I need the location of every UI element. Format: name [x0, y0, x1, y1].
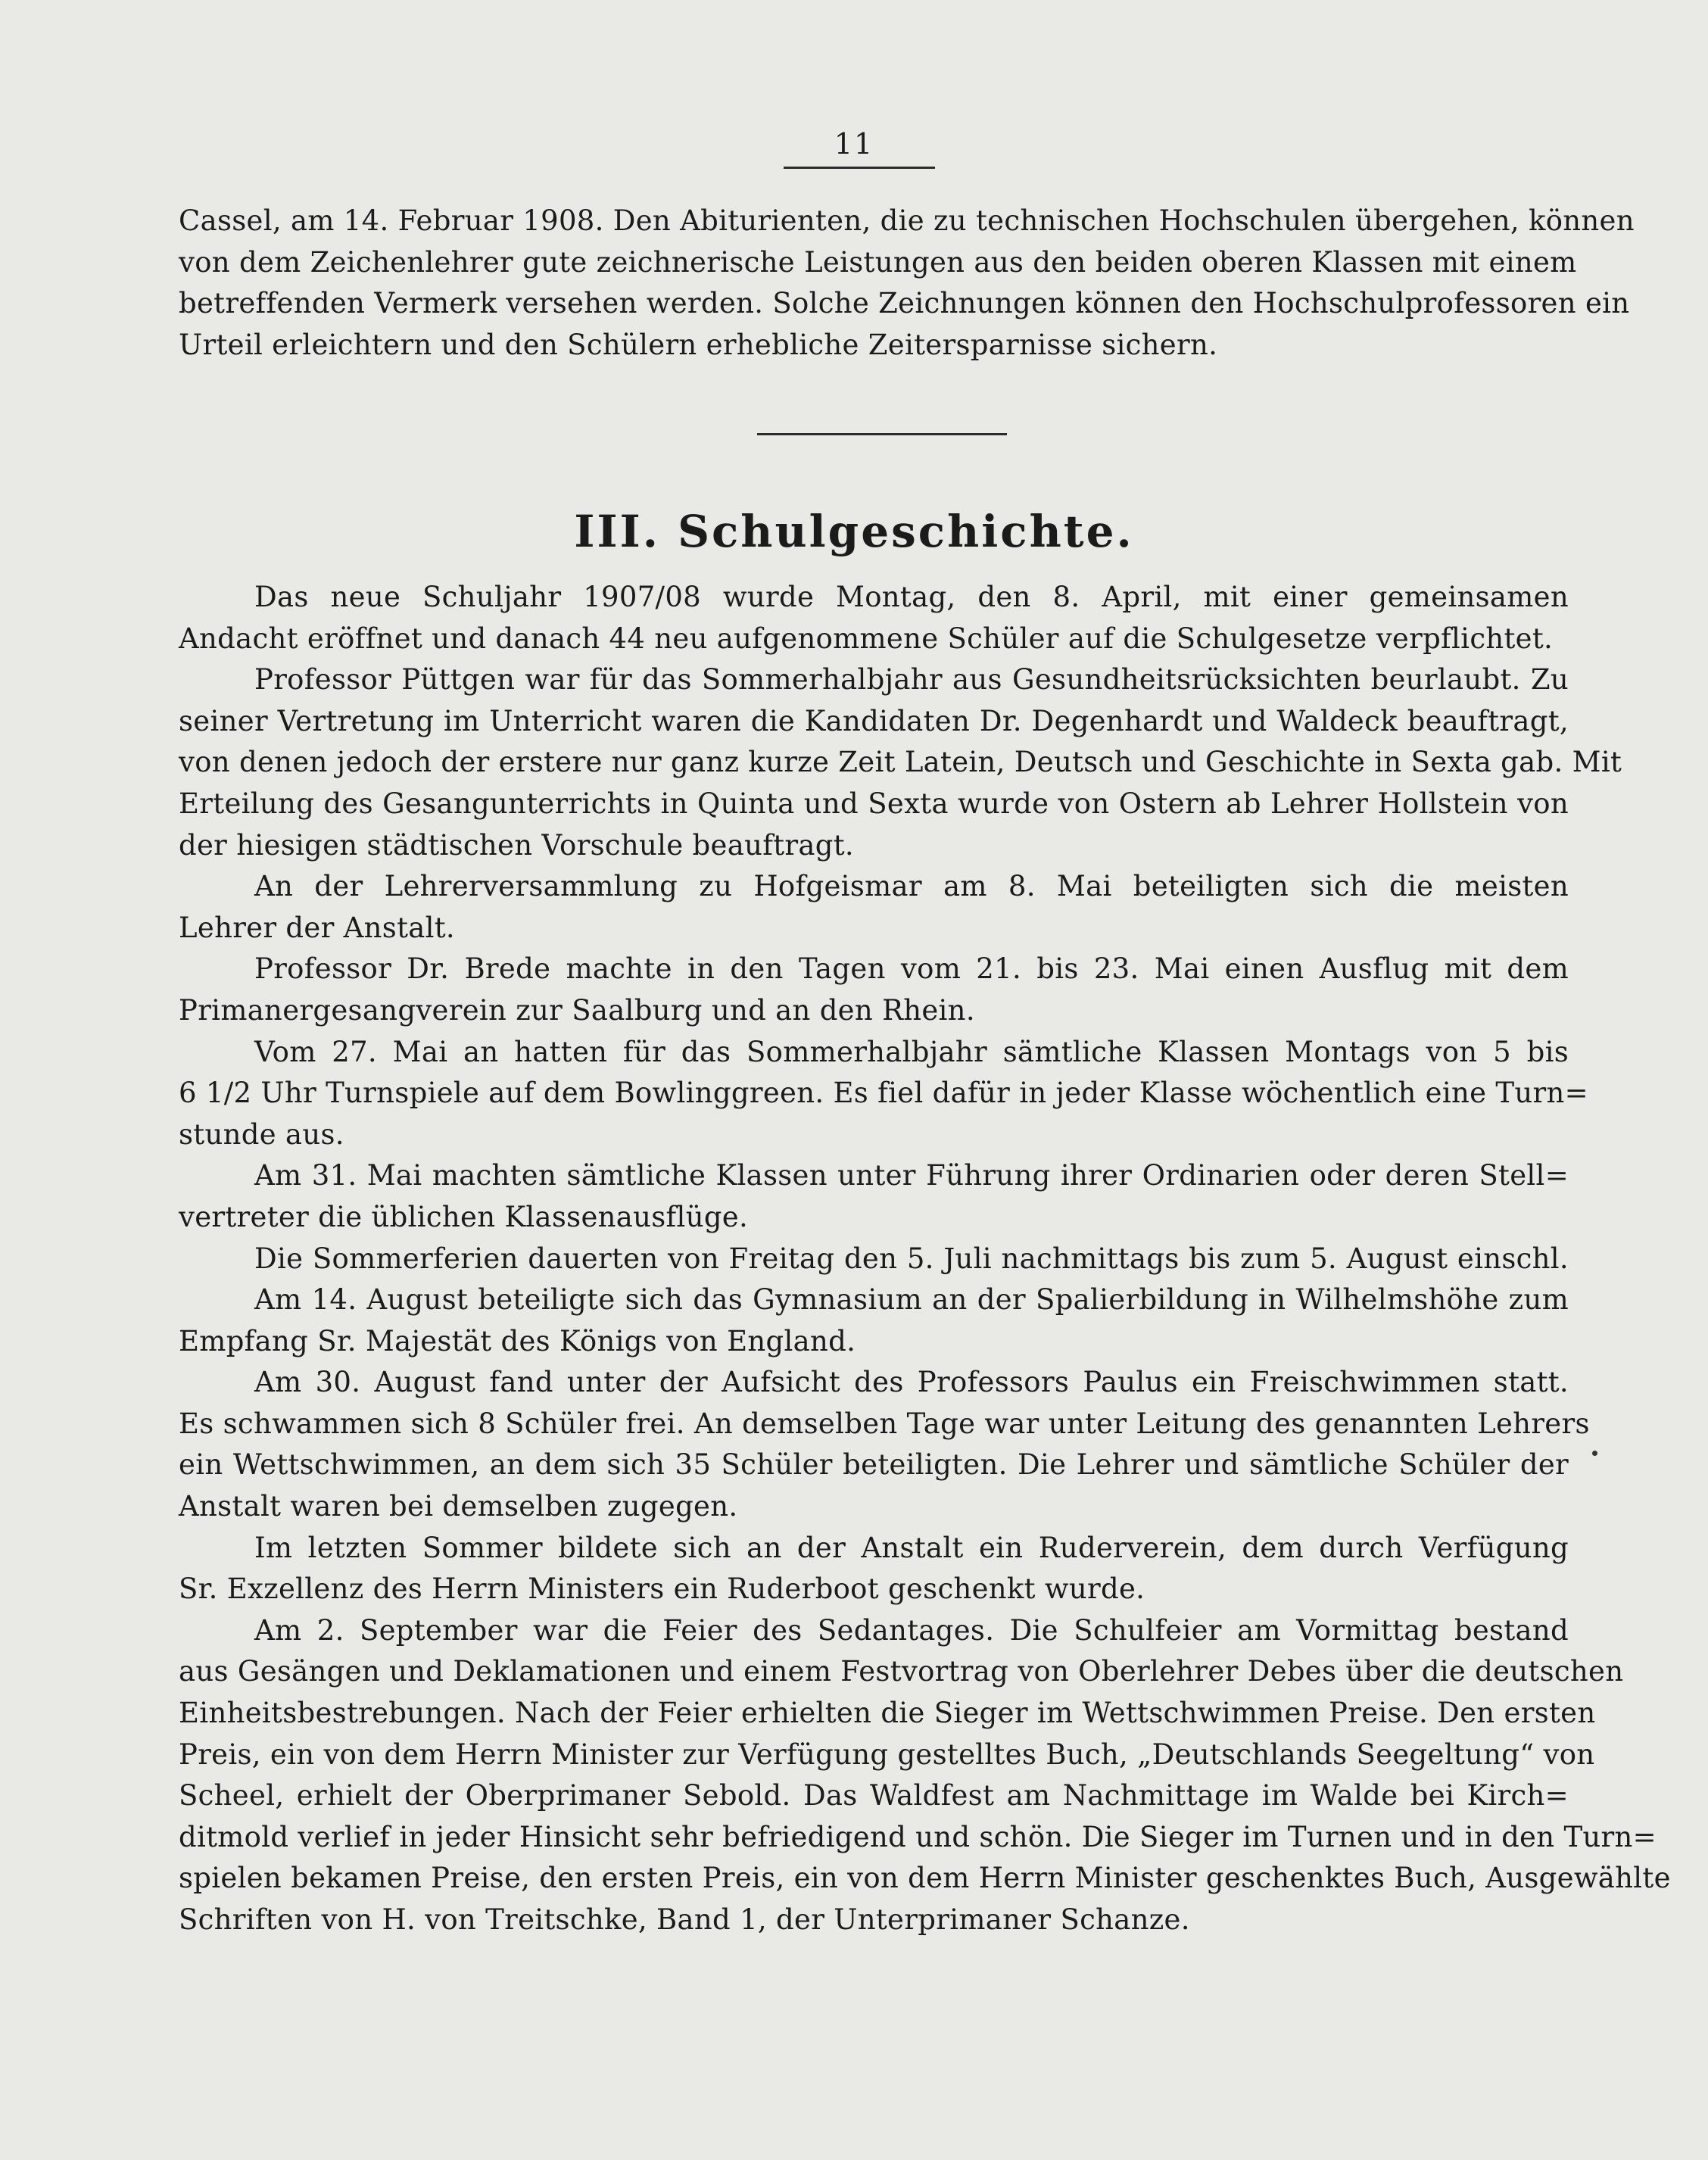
text-line: Lehrer der Anstalt.: [179, 911, 455, 944]
text-line: Die Sommerferien dauerten von Freitag den 5. Juli nachmittags bis zum 5. August einschl.: [254, 1242, 1569, 1275]
text-line: Scheel, erhielt der Oberprimaner Sebold. Das Waldfest am Nachmittage im Walde bei Kirch=: [179, 1779, 1569, 1812]
text-line: 6 1/2 Uhr Turnspiele auf dem Bowlinggreen. Es fiel dafür in jeder Klasse wöchentlich eine Turn=: [179, 1077, 1588, 1110]
text-line: Das neue Schuljahr 1907/08 wurde Montag, den 8. April, mit einer gemeinsamen: [254, 581, 1569, 613]
text-line: Schriften von H. von Treitschke, Band 1, der Unterprimaner Schanze.: [179, 1903, 1190, 1936]
text-line: Sr. Exzellenz des Herrn Ministers ein Ruderboot geschenkt wurde.: [179, 1572, 1145, 1606]
text-line: Urteil erleichtern und den Schülern erhebliche Zeitersparnisse sichern.: [179, 328, 1218, 361]
text-line: Einheitsbestrebungen. Nach der Feier erhielten die Sieger im Wettschwimmen Preise. Den ersten: [179, 1697, 1596, 1730]
text-line: der hiesigen städtischen Vorschule beauftragt.: [179, 828, 854, 862]
text-line: Andacht eröffnet und danach 44 neu aufgenommene Schüler auf die Schulgesetze verpflichtet.: [179, 622, 1554, 655]
section-divider: [757, 433, 1007, 435]
text-line: seiner Vertretung im Unterricht waren die Kandidaten Dr. Degenhardt und Waldeck beauftragt,: [179, 704, 1569, 737]
text-line: von denen jedoch der erstere nur ganz kurze Zeit Latein, Deutsch und Geschichte in Sexta gab. Mit: [179, 746, 1622, 779]
text-line: betreffenden Vermerk versehen werden. Solche Zeichnungen können den Hochschulprofessoren ein: [179, 287, 1630, 320]
text-line: ein Wettschwimmen, an dem sich 35 Schüler beteiligten. Die Lehrer und sämtliche Schüler der: [179, 1448, 1569, 1482]
text-line: Am 2. September war die Feier des Sedantages. Die Schulfeier am Vormittag bestand: [254, 1613, 1569, 1647]
text-line: Preis, ein von dem Herrn Minister zur Verfügung gestelltes Buch, „Deutschlands Seegeltung“ von: [179, 1738, 1595, 1771]
ink-speck: [1592, 1451, 1597, 1456]
text-line: von dem Zeichenlehrer gute zeichnerische Leistungen aus den beiden oberen Klassen mit einem: [179, 245, 1577, 279]
page-number: 11: [834, 127, 874, 161]
text-line: Es schwammen sich 8 Schüler frei. An demselben Tage war unter Leitung des genannten Lehrers: [179, 1407, 1590, 1440]
text-line: aus Gesängen und Deklamationen und einem Festvortrag von Oberlehrer Debes über die deutschen: [179, 1655, 1624, 1688]
text-line: Anstalt waren bei demselben zugegen.: [179, 1490, 738, 1523]
text-line: Primanergesangverein zur Saalburg und an den Rhein.: [179, 993, 975, 1027]
section-body: [179, 577, 1671, 1941]
text-line: Professor Dr. Brede machte in den Tagen vom 21. bis 23. Mai einen Ausflug mit dem: [254, 952, 1569, 986]
text-line: ditmold verlief in jeder Hinsicht sehr befriedigend und schön. Die Sieger im Turnen und in den Turn=: [179, 1820, 1657, 1853]
text-line: vertreter die üblichen Klassenausflüge.: [179, 1200, 749, 1233]
intro-paragraph: [179, 201, 1635, 366]
text-line: Cassel, am 14. Februar 1908. Den Abiturienten, die zu technischen Hochschulen übergehen, können: [179, 204, 1635, 237]
text-line: Im letzten Sommer bildete sich an der Anstalt ein Ruderverein, dem durch Verfügung: [254, 1531, 1569, 1564]
text-line: Vom 27. Mai an hatten für das Sommerhalbjahr sämtliche Klassen Montags von 5 bis: [254, 1035, 1569, 1068]
text-line: spielen bekamen Preise, den ersten Preis, ein von dem Herrn Minister geschenktes Buch, Ausgewählte: [179, 1862, 1671, 1895]
text-line: Am 31. Mai machten sämtliche Klassen unter Führung ihrer Ordinarien oder deren Stell=: [254, 1159, 1569, 1192]
section-heading: III. Schulgeschichte.: [574, 506, 1134, 557]
text-line: Am 30. August fand unter der Aufsicht des Professors Paulus ein Freischwimmen statt.: [254, 1366, 1569, 1399]
page-number-rule: [784, 167, 935, 169]
text-line: Empfang Sr. Majestät des Königs von England.: [179, 1324, 856, 1357]
text-line: Am 14. August beteiligte sich das Gymnasium an der Spalierbildung in Wilhelmshöhe zum: [254, 1283, 1569, 1317]
text-line: stunde aus.: [179, 1117, 344, 1151]
text-line: An der Lehrerversammlung zu Hofgeismar am 8. Mai beteiligten sich die meisten: [254, 870, 1569, 903]
text-line: Professor Püttgen war für das Sommerhalbjahr aus Gesundheitsrücksichten beurlaubt. Zu: [254, 663, 1569, 697]
text-line: Erteilung des Gesangunterrichts in Quinta und Sexta wurde von Ostern ab Lehrer Hollstein von: [179, 787, 1569, 820]
